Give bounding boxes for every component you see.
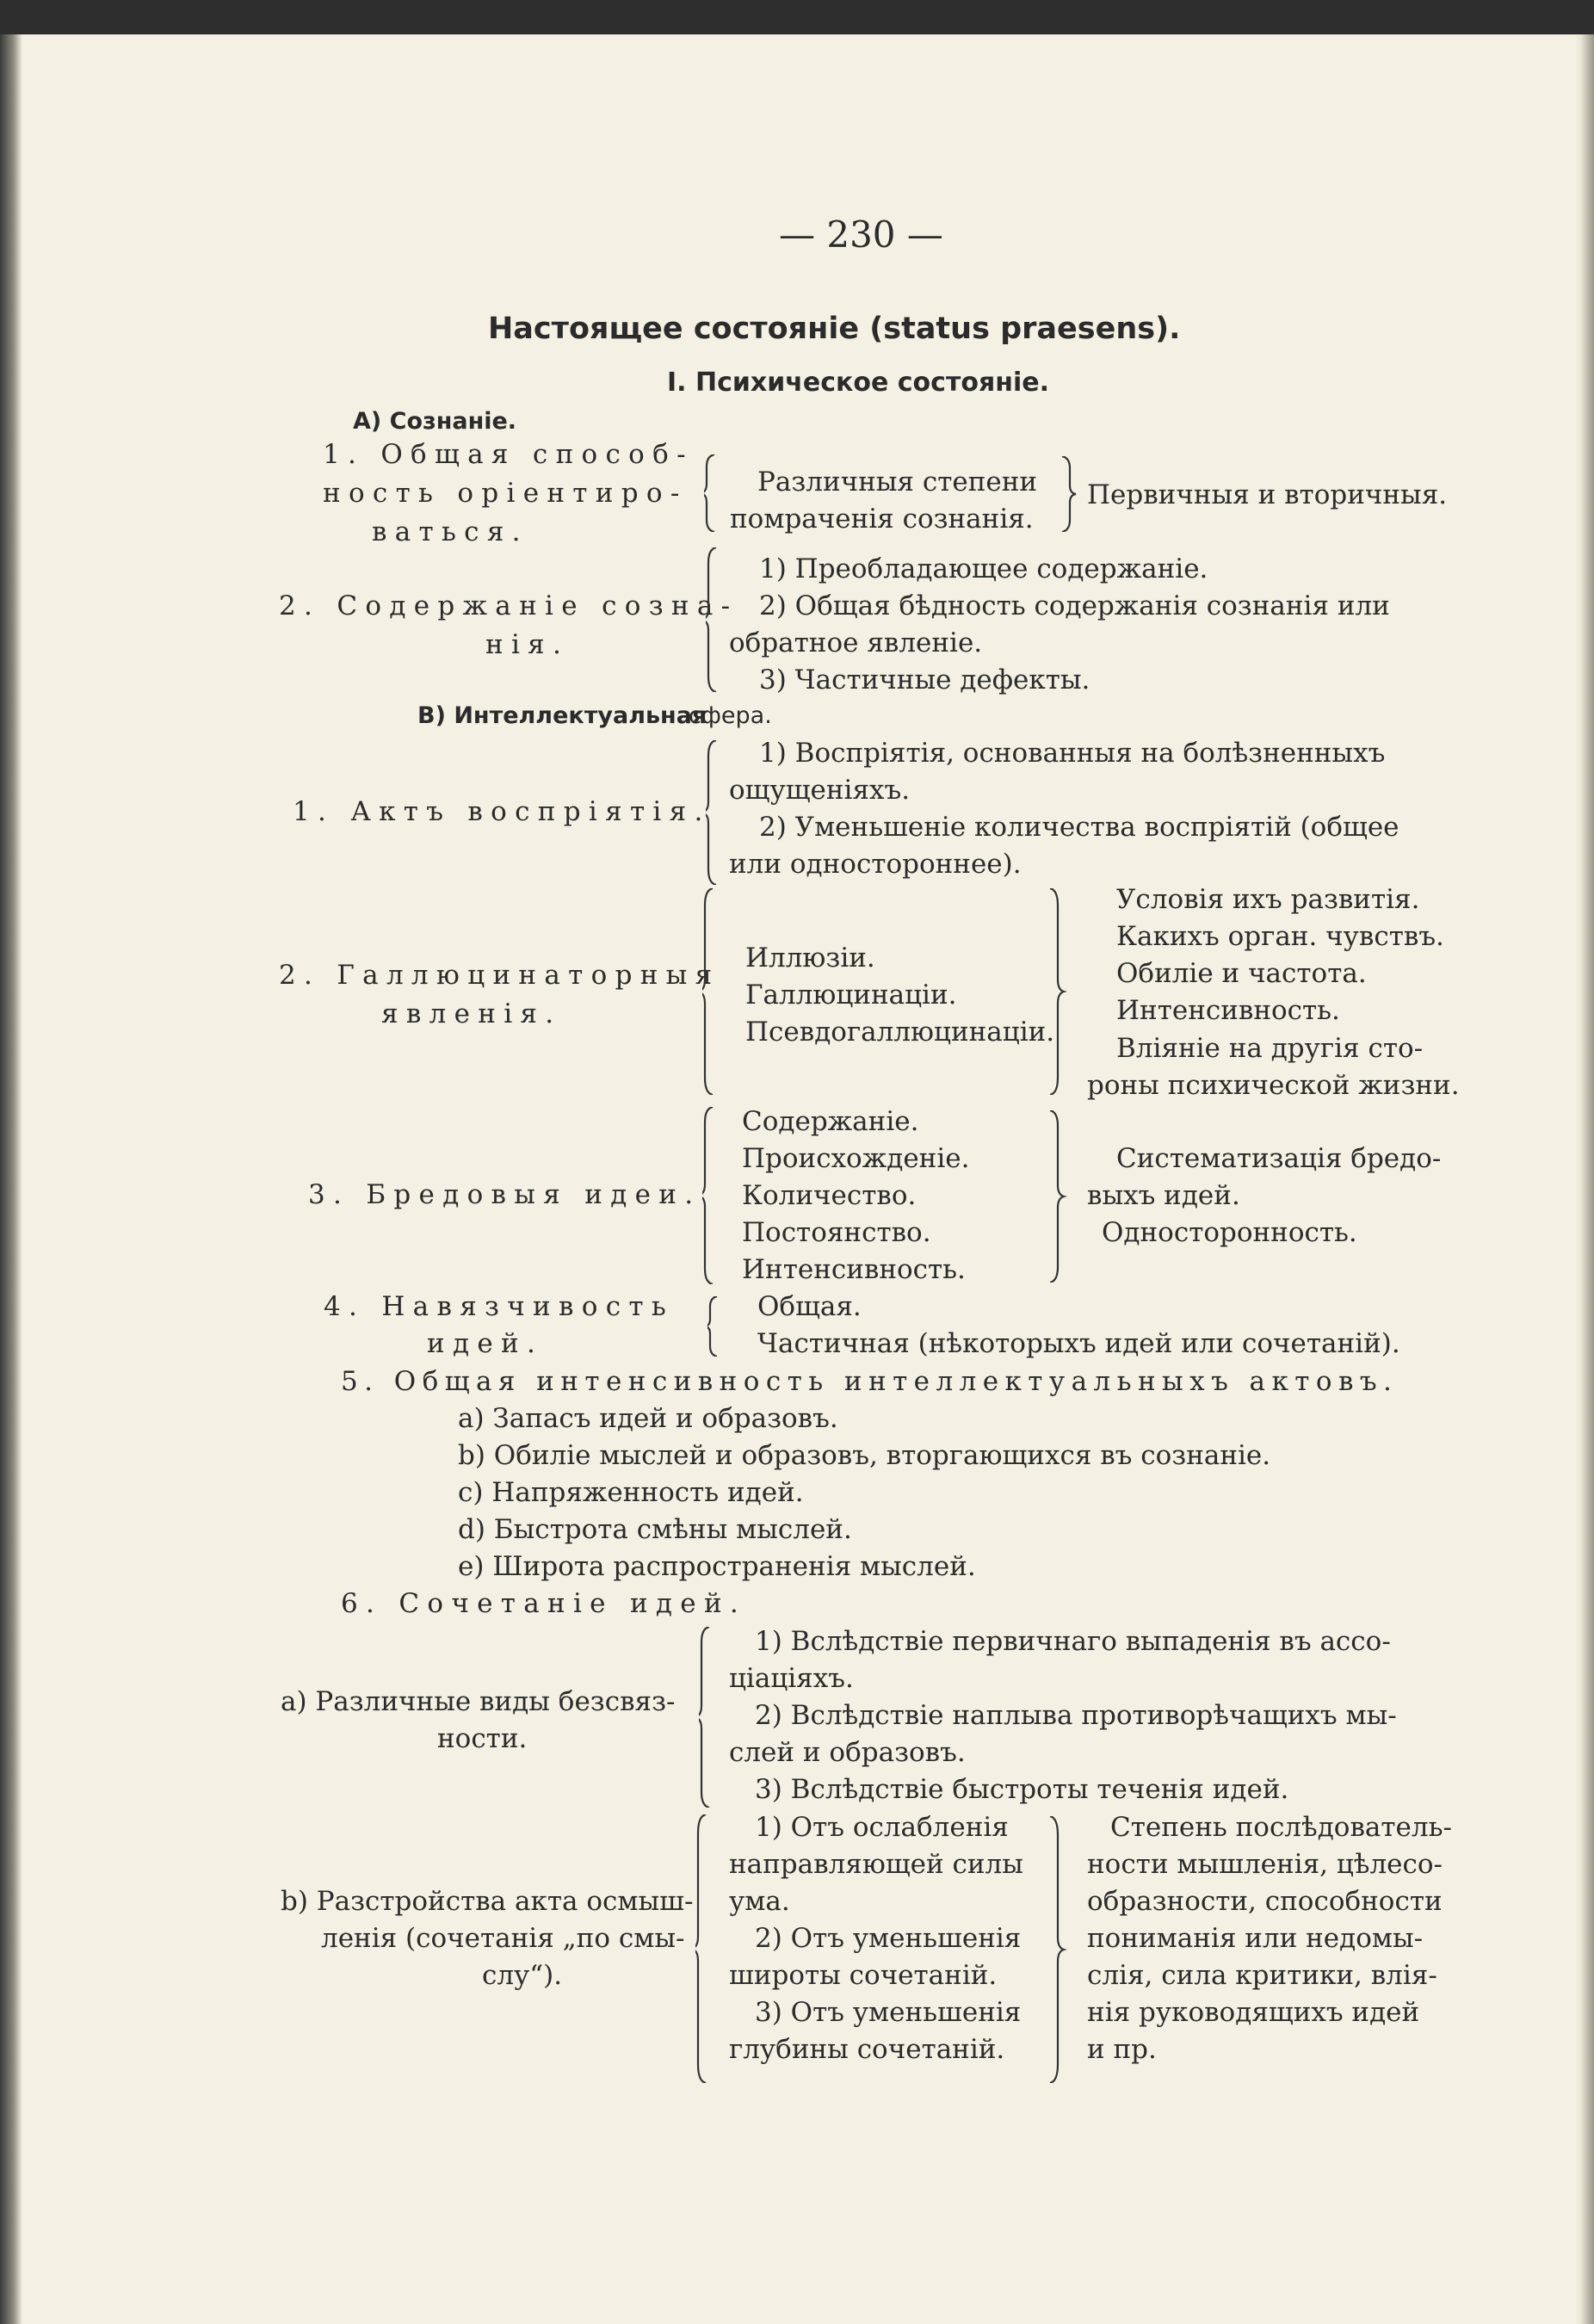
b2-label-line: явленія. (381, 998, 562, 1029)
a2-line: 2) Общая бѣдность содержанія сознанія или (759, 590, 1390, 621)
a2-line: 1) Преобладающее содержаніе. (759, 553, 1208, 584)
b4-line: Общая. (757, 1291, 862, 1322)
b6a-label-line: ности. (437, 1723, 528, 1754)
b3-label: 3. Бредовыя идеи. (308, 1179, 701, 1210)
b4-line: Частичная (нѣкоторыхъ идей или сочетаній). (757, 1328, 1400, 1359)
section-b-heading: В) Интеллектуальная (417, 702, 707, 729)
b4-label-line: 4. Навязчивость (324, 1291, 675, 1322)
section-a-heading: А) Сознаніе. (353, 408, 517, 435)
b3-left-brace-icon (702, 1107, 716, 1284)
b6b-mid-line: направляющей силы (729, 1849, 1023, 1880)
b5-line: e) Широта распространенія мыслей. (458, 1551, 976, 1582)
b6a-brace-icon (699, 1627, 713, 1808)
b6a-line: слей и образовъ. (729, 1737, 966, 1768)
b6b-mid-line: широты сочетаній. (729, 1960, 998, 1991)
b3-right-line: Систематизація бредо- (1116, 1143, 1442, 1174)
a2-line: обратное явленіе. (729, 627, 983, 658)
b2-mid-line: Галлюцинаціи. (745, 980, 957, 1011)
a2-brace-icon (706, 547, 720, 692)
b6b-label-line: ленія (сочетанія „по смы- (321, 1923, 685, 1954)
b6b-right-line: образности, способности (1087, 1886, 1443, 1917)
b6b-mid-line: 1) Отъ ослабленія (755, 1812, 1009, 1843)
b3-mid-line: Происхожденіе. (742, 1143, 970, 1174)
a1-label-line: 1. Общая способ- (323, 439, 694, 470)
document-title: Настоящее состояніе (status praesens). (488, 312, 1181, 346)
b3-mid-line: Интенсивность. (742, 1254, 966, 1285)
scan-top-border (0, 0, 1594, 34)
b2-right-line: роны психической жизни. (1087, 1070, 1460, 1101)
b5-line: d) Быстрота смѣны мыслей. (458, 1514, 852, 1545)
b3-right-line: выхъ идей. (1087, 1180, 1240, 1211)
b6b-right-line: и пр. (1087, 2034, 1157, 2065)
a2-label-line: 2. Содержаніе созна- (279, 590, 738, 621)
b3-mid-line: Постоянство. (742, 1217, 931, 1248)
b6b-left-brace-icon (695, 1814, 709, 2083)
b6b-right-line: Степень послѣдователь- (1110, 1812, 1452, 1843)
scan-right-edge (1575, 34, 1594, 2324)
b6b-right-line: пониманія или недомы- (1087, 1923, 1424, 1954)
scan-left-edge (0, 34, 22, 2324)
b6b-right-brace-icon (1048, 1816, 1067, 2083)
b4-label-line: идей. (427, 1328, 544, 1359)
a1-right-text: Первичныя и вторичныя. (1087, 479, 1448, 510)
b3-mid-line: Количество. (742, 1180, 917, 1211)
b6a-line: 3) Вслѣдствіе быстроты теченія идей. (755, 1774, 1289, 1805)
b2-left-brace-icon (702, 888, 716, 1095)
b3-mid-line: Содержаніе. (742, 1106, 919, 1137)
b6-label: 6. Сочетаніе идей. (341, 1588, 747, 1619)
b5-label: 5. Общая интенсивность интеллектуальныхъ актовъ. (341, 1366, 1399, 1397)
b2-right-line: Вліяніе на другія сто- (1116, 1033, 1424, 1064)
b6b-label-line: слу“). (482, 1960, 563, 1991)
a1-mid-line: помраченія сознанія. (730, 504, 1034, 535)
b6b-label-line: b) Разстройства акта осмыш- (281, 1886, 694, 1917)
b4-brace-icon (707, 1296, 720, 1357)
b6b-right-line: ности мышленія, цѣлесо- (1087, 1849, 1443, 1880)
b6a-line: ціаціяхъ. (729, 1663, 854, 1694)
b6a-line: 2) Вслѣдствіе наплыва противорѣчащихъ мы- (755, 1700, 1397, 1731)
b1-line: 2) Уменьшеніе количества воспріятій (общее (759, 812, 1399, 843)
b3-right-brace-icon (1048, 1110, 1067, 1283)
b6b-mid-line: 2) Отъ уменьшенія (755, 1923, 1022, 1954)
a1-right-brace-icon (1060, 456, 1078, 532)
a2-label-line: нія. (485, 629, 570, 660)
b1-label: 1. Актъ воспріятія. (293, 796, 711, 827)
b1-line: 1) Воспріятія, основанныя на болѣзненныхъ (759, 738, 1386, 769)
b2-mid-line: Псевдогаллюцинаціи. (745, 1017, 1055, 1048)
b6b-mid-line: 3) Отъ уменьшенія (755, 1997, 1022, 2028)
b6b-right-line: слія, сила критики, влія- (1087, 1960, 1437, 1991)
b2-right-brace-icon (1048, 888, 1067, 1095)
b2-right-line: Интенсивность. (1116, 995, 1340, 1026)
b6a-label-line: a) Различные виды безсвяз- (281, 1686, 676, 1717)
b3-right-line: Односторонность. (1102, 1217, 1357, 1248)
b1-line: ощущеніяхъ. (729, 775, 911, 806)
a2-line: 3) Частичные дефекты. (759, 664, 1090, 695)
b5-line: b) Обиліе мыслей и образовъ, вторгающихся въ сознаніе. (458, 1440, 1271, 1471)
b6a-line: 1) Вслѣдствіе первичнаго выпаденія въ ассо- (755, 1626, 1391, 1657)
b2-mid-line: Иллюзіи. (745, 943, 875, 973)
b6b-mid-line: глубины сочетаній. (729, 2034, 1005, 2065)
a1-label-line: ность оріентиро- (323, 478, 688, 509)
a1-left-brace-icon (704, 454, 718, 532)
b2-label-line: 2. Галлюцинаторныя (279, 960, 720, 991)
document-subtitle: I. Психическое состояніе. (667, 368, 1049, 398)
b2-right-line: Какихъ орган. чувствъ. (1116, 921, 1444, 952)
a1-label-line: ваться. (372, 516, 528, 547)
b2-right-line: Обиліе и частота. (1116, 958, 1367, 989)
b1-line: или одностороннее). (729, 849, 1022, 880)
b6b-mid-line: ума. (729, 1886, 790, 1917)
page-number: — 230 — (779, 213, 943, 256)
b5-line: a) Запасъ идей и образовъ. (458, 1403, 838, 1434)
b2-right-line: Условія ихъ развитія. (1116, 884, 1420, 915)
a1-mid-line: Различныя степени (757, 467, 1038, 498)
b1-brace-icon (706, 740, 720, 885)
b6b-right-line: нія руководящихъ идей (1087, 1997, 1420, 2028)
b5-line: c) Напряженность идей. (458, 1477, 804, 1508)
section-b-heading-end: сфера. (689, 702, 772, 729)
